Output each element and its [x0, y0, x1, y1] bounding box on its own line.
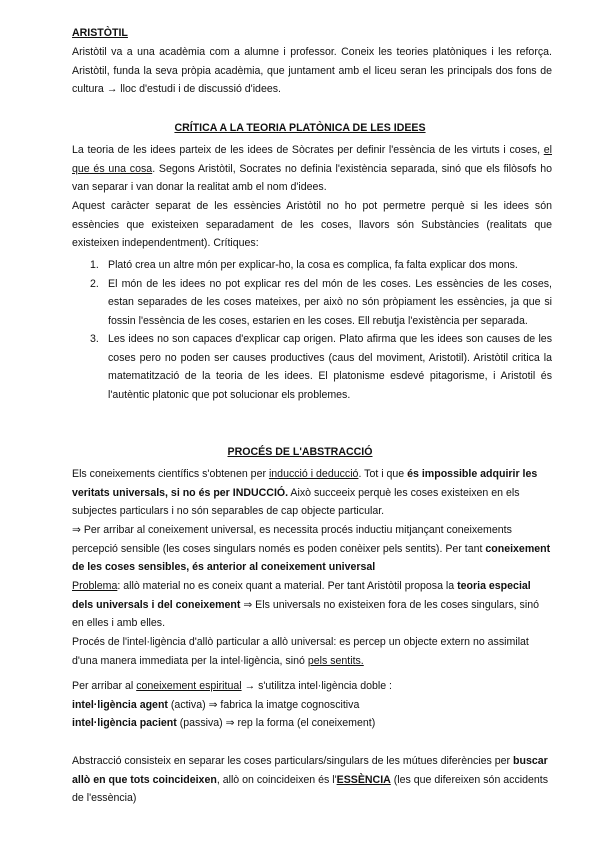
- abstraccio-paragraph-4: [72, 633, 552, 670]
- intro-paragraph: Aristòtil va a una acadèmia com a alumne i professor. Coneix les teories platòniques i les reforça. Aristòtil, funda la seva pròpia acadèmia, que juntament amb el liceu seran les principals dos fons de cultura → lloc d'estudi i de discussió d'idees.: [72, 46, 552, 95]
- underlined-text: inducció i deducció: [268, 468, 359, 480]
- list-number: 3.: [90, 333, 99, 345]
- list-text: Les idees no son capaces d'explicar cap origen. Plato afirma que les idees son causes de les coses pero no poden ser causes productives (caus del moviment, Aristotil). Aristòtil critica la matematització de la teoria de les idees. El platonisme esdevé pitagorisme, i Aristotil és l'autèntic platonic que pot solucionar els problemes.: [108, 333, 552, 401]
- intelligencia-agent-line: [72, 696, 552, 715]
- abstraccio-paragraph-final: [72, 752, 552, 808]
- text-run: (passiva) ⇒ rep la forma (el coneixement): [176, 717, 376, 729]
- text-run: ⇒ Els universals no existeixen fora de les coses singulars, sinó en elles i amb elles.: [72, 598, 539, 629]
- underlined-text: el que és una cosa: [72, 144, 552, 175]
- underlined-text: coneixement espiritual: [136, 680, 242, 692]
- bold-text: coneixement de les coses sensibles, és anterior al coneixement universal: [72, 542, 551, 573]
- section-title-critica: CRÍTICA A LA TEORIA PLATÒNICA DE LES IDEES: [174, 122, 426, 134]
- text-run: Això succeeix perquè les coses existeixen en els subjectes particulars i no són separables de cap objecte particular.: [72, 486, 520, 517]
- section-title-aristotil: ARISTÒTIL: [72, 27, 128, 39]
- text-run: , allò on coincideixen és l': [216, 773, 337, 786]
- bold-text: és impossible adquirir les veritats universals, si no és per INDUCCIÓ.: [72, 468, 538, 499]
- text-run: → s'utilitza intel·ligència doble :: [241, 680, 393, 692]
- list-text: Plató crea un altre món per explicar-ho, la cosa es complica, fa falta explicar dos mons.: [108, 259, 518, 271]
- text-run: Abstracció consisteix en separar les coses particulars/singulars de les mútues diferències per: [72, 755, 514, 767]
- critica-paragraph-2: Aquest caràcter separat de les essències Aristòtil no ho pot permetre perquè si les idees són essències que existeixen separadament de les coses, llavors són Substàncies (realitats que existeixen independentment). Crítiques:: [72, 200, 552, 249]
- intelligencia-pacient-line: [72, 714, 552, 733]
- list-number: 1.: [90, 259, 99, 271]
- bold-text: teoria especial dels universals i del coneixement: [72, 580, 531, 611]
- text-run: Per arribar al: [72, 680, 137, 692]
- text-run: ⇒ Per arribar al coneixement universal, es necessita procés inductiu mitjançant coneixements percepció sensible (les coses singulars només es poden conèixer pels sentits). Per tant: [72, 524, 512, 555]
- text-run: (activa) ⇒ fabrica la imatge cognoscitiva: [167, 699, 360, 711]
- critiques-list: [72, 256, 552, 404]
- abstraccio-paragraph-1: [72, 465, 552, 521]
- critica-paragraph-1: [72, 141, 552, 197]
- section-title-abstraccio: PROCÉS DE L'ABSTRACCIÓ: [227, 446, 373, 458]
- text-run: La teoria de les idees parteix de les idees de Sòcrates per definir l'essència de les virtuts i coses,: [72, 144, 544, 156]
- underlined-text: pels sentits.: [307, 654, 364, 667]
- list-number: 2.: [90, 277, 99, 290]
- essencia-term: ESSÈNCIA: [336, 773, 391, 786]
- text-run: : allò material no es coneix quant a material. Per tant Aristòtil proposa la: [117, 580, 458, 592]
- list-item: [72, 330, 552, 404]
- list-item: [72, 275, 552, 331]
- underlined-text: Problema: [72, 580, 118, 592]
- list-text: El món de les idees no pot explicar res del món de les coses. Les essències de les coses, estan separades de les coses mateixes, per això no són pròpiament les essències, ja que si fossin l'essència de les coses, estarien en les coses. Ell rebutja l'existència per separada.: [108, 277, 552, 327]
- list-item: [72, 256, 552, 275]
- text-run: . Segons Aristòtil, Socrates no definia l'existència separada, sinó que els filòsofs ho van separar i van donar la realitat amb el nom d'idees.: [72, 162, 552, 193]
- text-run: Els coneixements científics s'obtenen per: [72, 468, 269, 480]
- text-run: (les que difereixen són accidents de l'essència): [72, 773, 549, 804]
- abstraccio-paragraph-5: [72, 677, 552, 696]
- text-run: . Tot i que: [358, 468, 408, 480]
- bold-text: intel·ligència agent: [72, 699, 168, 711]
- bold-text: buscar allò en que tots coincideixen: [72, 755, 548, 786]
- abstraccio-paragraph-3: [72, 577, 552, 633]
- abstraccio-paragraph-2: [72, 521, 552, 577]
- bold-text: intel·ligència pacient: [72, 717, 177, 729]
- text-run: Procés de l'intel·ligència d'allò particular a allò universal: es percep un objecte extern no assimilat d'una manera immediata per la intel·ligència, sinó: [72, 636, 529, 667]
